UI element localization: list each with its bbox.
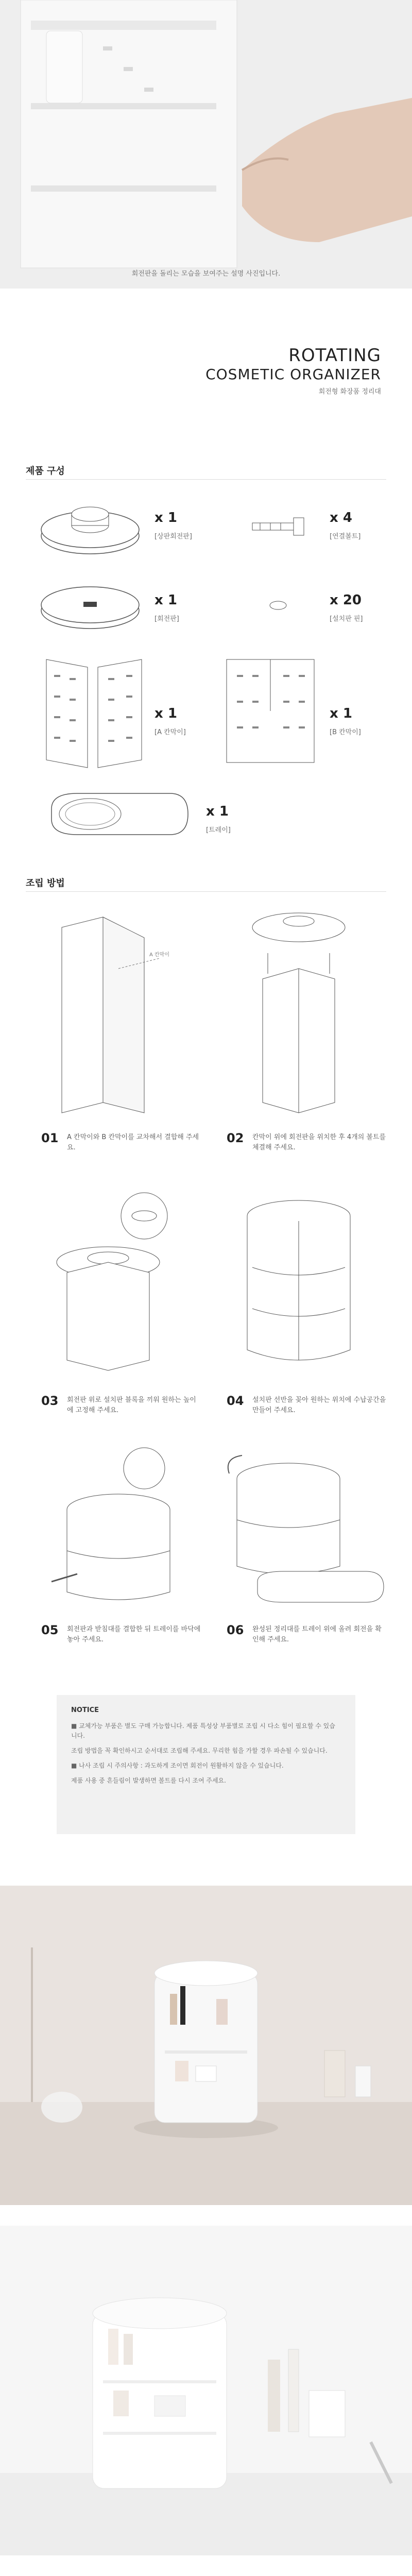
part-qty-3: x 20 (330, 592, 362, 608)
assembly-divider (26, 891, 386, 892)
part-name-4: [A 칸막이] (154, 728, 186, 736)
step3-number: 03 (41, 1394, 59, 1408)
step6-number: 06 (227, 1623, 244, 1637)
step1-illustration (41, 907, 175, 1123)
part-name-3: [설치판 핀] (330, 615, 363, 623)
step2-illustration (227, 896, 371, 1123)
step4-text: 설치판 선반을 꽂아 원하는 위치에 수납공간을 만들어 주세요. (252, 1396, 386, 1414)
step5-illustration (46, 1443, 191, 1613)
notice-line-1: 조립 방법을 꼭 확인하시고 순서대로 조립해 주세요. 무리한 힘을 가할 경우 파손될 수 있습니다. (71, 1747, 328, 1754)
notice-line-2: ■ 나사 조립 시 주의사항 : 과도하게 조이면 회전이 원활하지 않을 수 있습니다. (71, 1762, 284, 1769)
assembly-heading: 조립 방법 (26, 878, 65, 889)
step6-text: 완성된 정리대를 트레이 위에 올려 회전을 확인해 주세요. (252, 1625, 382, 1643)
part-divider-a-icon (41, 654, 149, 773)
title-block (205, 345, 381, 396)
step3-illustration (46, 1185, 180, 1381)
step2-number: 02 (227, 1131, 244, 1145)
part-qty-2: x 1 (154, 592, 177, 608)
title-line1: ROTATING (288, 345, 381, 366)
part-qty-1: x 4 (330, 510, 352, 526)
notice-box (57, 1695, 355, 1834)
step1-text: A 칸막이와 B 칸막이를 교차해서 결합해 주세요. (67, 1133, 199, 1151)
product-photo-1 (0, 1886, 412, 2205)
hero-photo (0, 0, 412, 289)
components-divider (26, 479, 386, 480)
part-rotate-plate-icon (36, 572, 144, 639)
part-name-5: [B 칸막이] (330, 728, 361, 736)
step5-number: 05 (41, 1623, 59, 1637)
part-name-2: [회전판] (154, 615, 179, 623)
notice-line-3: 제품 사용 중 흔들림이 발생하면 볼트를 다시 조여 주세요. (71, 1777, 226, 1784)
part-pin-icon (252, 592, 304, 618)
step5-text: 회전판과 받침대를 결합한 뒤 트레이를 바닥에 놓아 주세요. (67, 1625, 201, 1643)
hero-illustration (0, 0, 412, 289)
part-qty-6: x 1 (206, 804, 229, 819)
part-bolt-icon (242, 502, 314, 554)
part-name-6: [트레이] (206, 826, 231, 834)
svg-text:A 칸막이: A 칸막이 (149, 952, 169, 958)
step4-number: 04 (227, 1394, 244, 1408)
part-qty-0: x 1 (154, 510, 177, 526)
step2-text: 칸막이 위에 회전판을 위치한 후 4개의 볼트를 체결해 주세요. (252, 1133, 386, 1151)
part-tray-icon (41, 783, 196, 845)
step3-text: 회전판 위로 설치판 블록을 끼워 원하는 높이에 고정해 주세요. (67, 1396, 196, 1414)
notice-title: NOTICE (71, 1706, 99, 1714)
part-name-0: [상판회전판] (154, 533, 192, 540)
title-sub: 회전형 화장품 정리대 (318, 388, 381, 396)
step6-illustration (227, 1443, 391, 1613)
step1-number: 01 (41, 1131, 59, 1145)
part-top-plate-icon (36, 489, 144, 567)
part-qty-4: x 1 (154, 706, 177, 721)
part-qty-5: x 1 (330, 706, 352, 721)
components-heading: 제품 구성 (26, 466, 65, 477)
part-name-1: [연결볼트] (330, 533, 361, 540)
step4-illustration (232, 1185, 366, 1381)
hero-caption: 회전판을 돌리는 모습을 보여주는 설명 사진입니다. (131, 270, 281, 278)
part-divider-b-icon (221, 654, 324, 773)
product-photo-2 (0, 2226, 412, 2555)
title-line2: COSMETIC ORGANIZER (205, 366, 381, 383)
notice-line-0: ■ 교체가능 부품은 별도 구매 가능합니다. 제품 특성상 부품별로 조립 시 다소 힘이 필요할 수 있습니다. (71, 1722, 335, 1739)
